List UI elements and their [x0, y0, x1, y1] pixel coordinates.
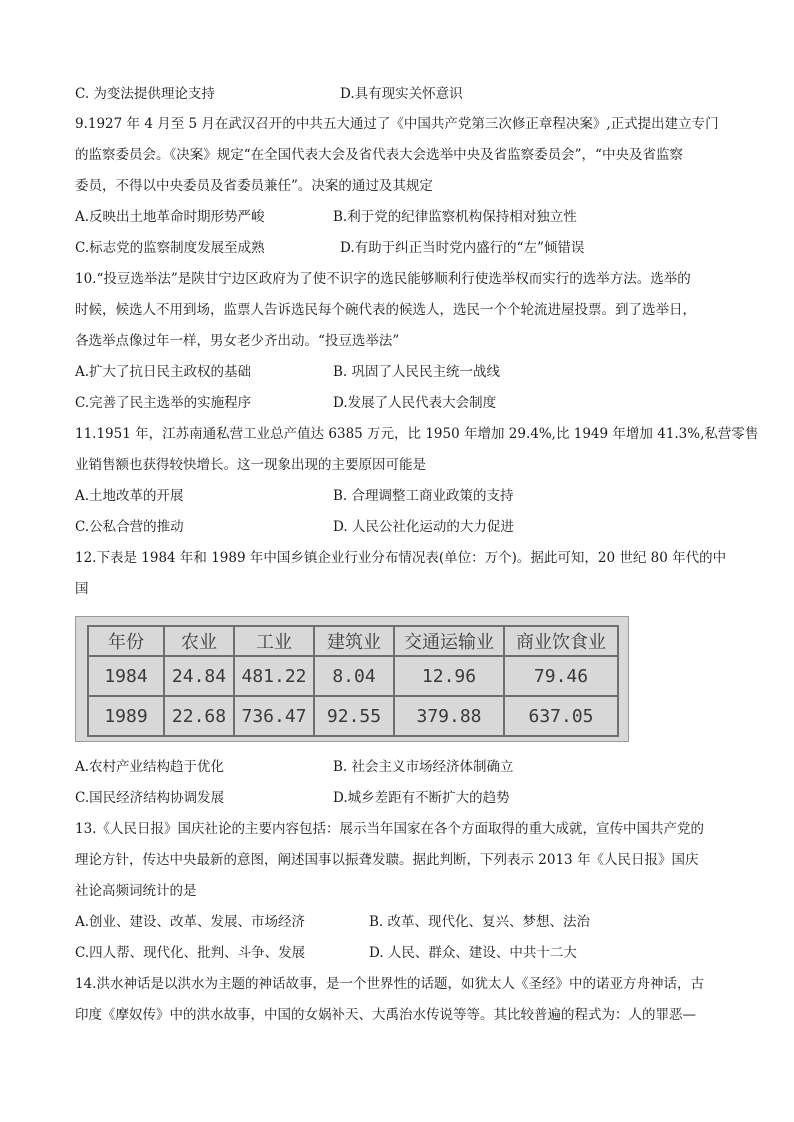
table-row — [88, 696, 618, 736]
table-cell: 79.46 — [504, 656, 618, 696]
table-cell: 736.47 — [234, 696, 314, 736]
table-header-row — [88, 626, 618, 656]
table-header-cell: 农业 — [164, 626, 234, 656]
table-cell: 481.22 — [234, 656, 314, 696]
q9-stem-line-1: 9.1927 年 4 月至 5 月在武汉召开的中共五大通过了《中国共产党第三次修正章程决案》,正式提出建立专门 — [75, 116, 719, 132]
table-cell: 8.04 — [314, 656, 394, 696]
q13-option-d: D. 人民、群众、建设、中共十二大 — [369, 945, 577, 961]
q11-option-a: A.土地改革的开展 — [75, 488, 184, 504]
table-cell: 379.88 — [394, 696, 504, 736]
q11-option-d: D. 人民公社化运动的大力促进 — [333, 519, 514, 535]
table-cell: 1984 — [88, 656, 164, 696]
q13-option-b: B. 改革、现代化、复兴、梦想、法治 — [369, 914, 591, 930]
q13-stem-line-3: 社论高频词统计的是 — [75, 883, 197, 899]
q11-option-b: B. 合理调整工商业政策的支持 — [333, 488, 514, 504]
q9-stem-line-2: 的监察委员会。《决案》规定“在全国代表大会及省代表大会选举中央及省监察委员会”，“中央及省监察 — [75, 147, 683, 163]
q12-stem-line-2: 国 — [75, 581, 89, 597]
q10-stem-line-2: 时候，候选人不用到场，监票人告诉选民每个碗代表的候选人，选民一个个轮流进屋投票。到了选举日， — [75, 302, 696, 318]
q12-data-table — [87, 625, 619, 737]
q8-option-d: D.具有现实关怀意识 — [340, 86, 463, 102]
table-row — [88, 656, 618, 696]
q13-stem-line-2: 理论方针，传达中央最新的意图，阐述国事以振聋发聩。据此判断，下列表示 2013 年《人民日报》国庆 — [75, 852, 699, 868]
q10-option-b: B. 巩固了人民民主统一战线 — [333, 364, 501, 380]
q11-option-c: C.公私合营的推动 — [75, 519, 184, 535]
table-cell: 24.84 — [164, 656, 234, 696]
q9-option-c: C.标志党的监察制度发展至成熟 — [75, 240, 265, 256]
q13-stem-line-1: 13.《人民日报》国庆社论的主要内容包括：展示当年国家在各个方面取得的重大成就，宣传中国共产党的 — [75, 821, 704, 837]
q13-option-c: C.四人帮、现代化、批判、斗争、发展 — [75, 945, 306, 961]
table-header-cell: 商业饮食业 — [504, 626, 618, 656]
q10-option-d: D.发展了人民代表大会制度 — [333, 395, 497, 411]
table-header-cell: 年份 — [88, 626, 164, 656]
table-cell: 1989 — [88, 696, 164, 736]
q12-option-d: D.城乡差距有不断扩大的趋势 — [333, 790, 510, 806]
q14-stem-line-1: 14.洪水神话是以洪水为主题的神话故事，是一个世界性的话题，如犹太人《圣经》中的诺亚方舟神话，古 — [75, 976, 704, 992]
q13-option-a: A.创业、建设、改革、发展、市场经济 — [75, 914, 306, 930]
q11-stem-line-2: 业销售额也获得较快增长。这一现象出现的主要原因可能是 — [75, 457, 426, 473]
q12-option-c: C.国民经济结构协调发展 — [75, 790, 225, 806]
q11-stem-line-1: 11.1951 年，江苏南通私营工业总产值达 6385 万元，比 1950 年增加 29.4%,比 1949 年增加 41.3%,私营零售 — [75, 426, 759, 442]
table-header-cell: 建筑业 — [314, 626, 394, 656]
q12-option-b: B. 社会主义市场经济体制确立 — [333, 759, 514, 775]
q9-option-b: B.利于党的纪律监察机构保持相对独立性 — [333, 209, 577, 225]
table-cell: 92.55 — [314, 696, 394, 736]
table-cell: 637.05 — [504, 696, 618, 736]
table-cell: 12.96 — [394, 656, 504, 696]
q9-option-d: D.有助于纠正当时党内盛行的“左”倾错误 — [340, 240, 585, 256]
q10-stem-line-3: 各选举点像过年一样，男女老少齐出动。“投豆选举法” — [75, 333, 400, 349]
q12-stem-line-1: 12.下表是 1984 年和 1989 年中国乡镇企业行业分布情况表(单位：万个)。据此可知，20 世纪 80 年代的中 — [75, 550, 727, 566]
q12-option-a: A.农村产业结构趋于优化 — [75, 759, 225, 775]
q8-option-c: C. 为变法提供理论支持 — [75, 86, 215, 102]
q10-option-a: A.扩大了抗日民主政权的基础 — [75, 364, 252, 380]
q10-option-c: C.完善了民主选举的实施程序 — [75, 395, 252, 411]
q9-option-a: A.反映出土地革命时期形势严峻 — [75, 209, 265, 225]
q9-stem-line-3: 委员，不得以中央委员及省委员兼任”。决案的通过及其规定 — [75, 178, 433, 194]
q10-stem-line-1: 10.“投豆选举法”是陕甘宁边区政府为了使不识字的选民能够顺利行使选举权而实行的选举方法。选举的 — [75, 271, 691, 287]
q14-stem-line-2: 印度《摩奴传》中的洪水故事，中国的女娲补天、大禹治水传说等等。其比较普遍的程式为：人的罪恶— — [75, 1007, 696, 1023]
table-header-cell: 交通运输业 — [394, 626, 504, 656]
table-header-cell: 工业 — [234, 626, 314, 656]
q12-table-image — [75, 616, 629, 742]
table-cell: 22.68 — [164, 696, 234, 736]
